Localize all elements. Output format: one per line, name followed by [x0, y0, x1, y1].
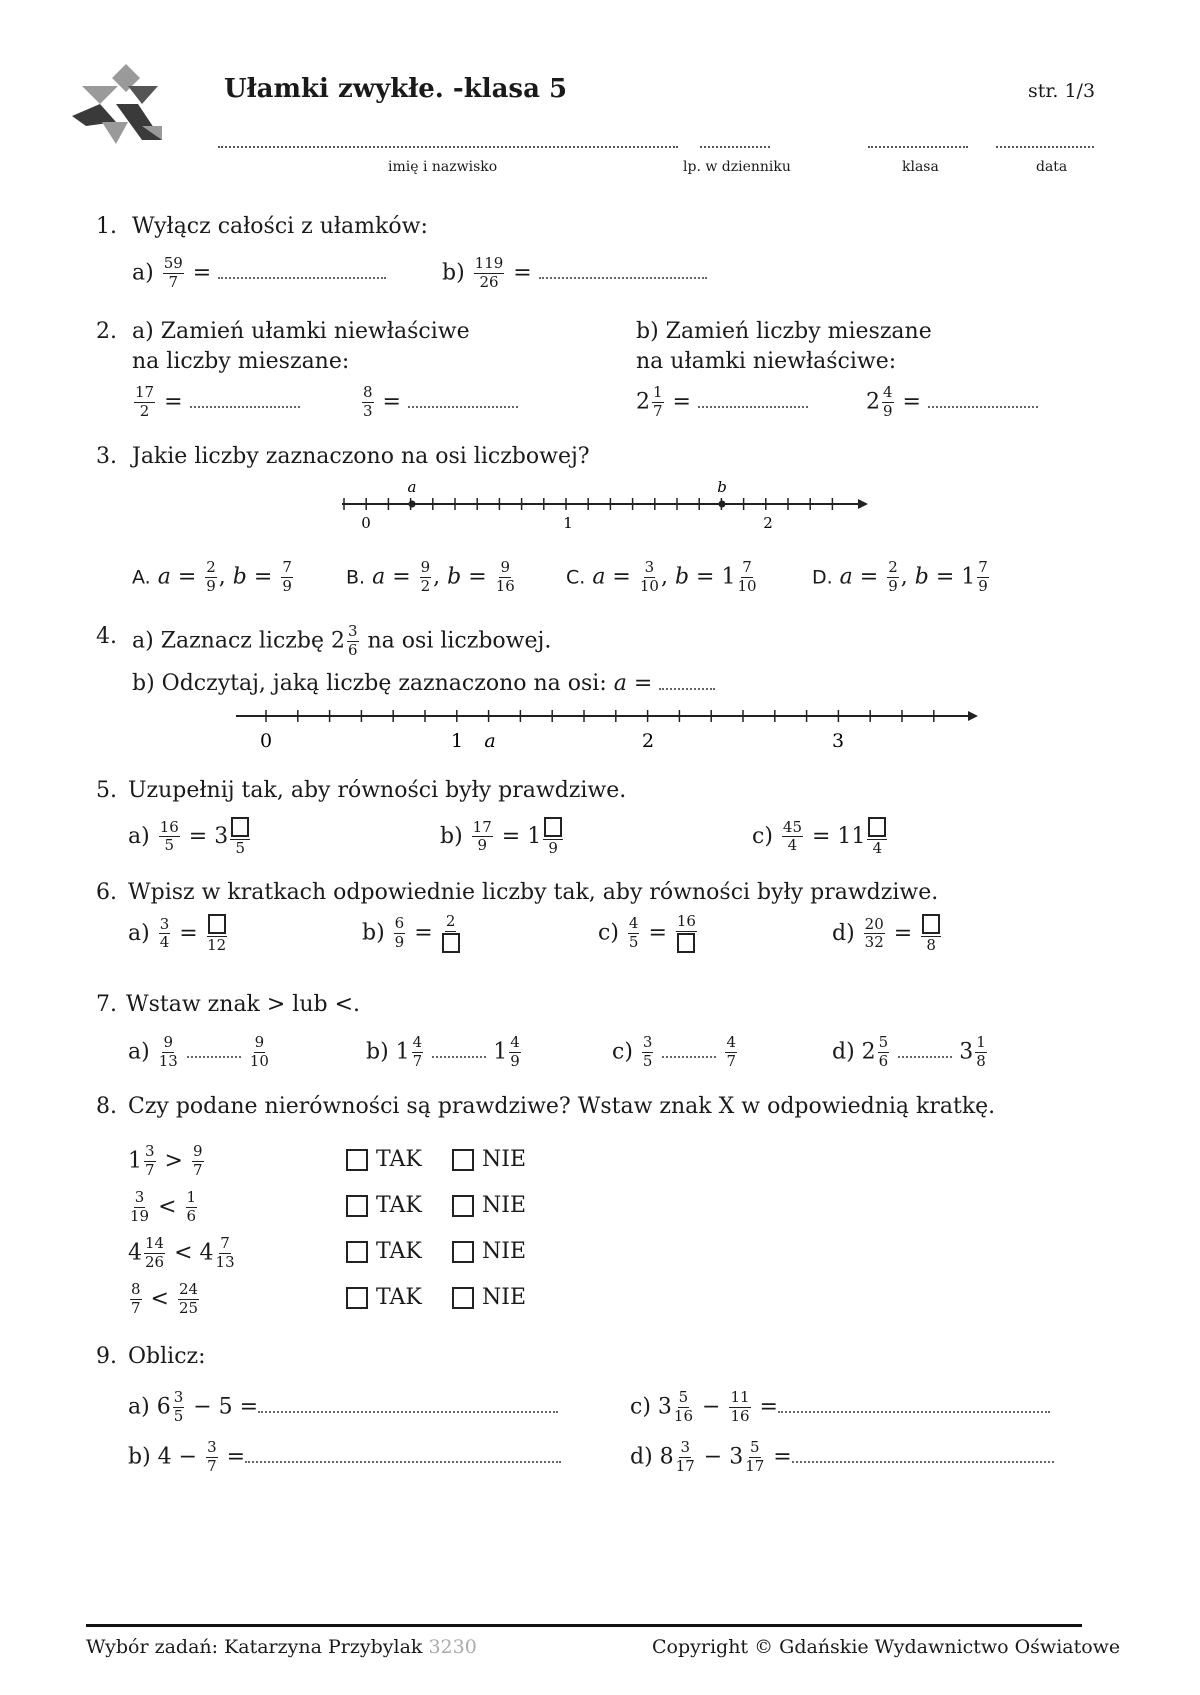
q1-item-b: b) $\frac{119}{26}$ = [442, 256, 707, 291]
q3-d-an: 2 [888, 558, 898, 576]
q1-b-answer[interactable] [539, 277, 707, 279]
q8-number: 8. [96, 1094, 117, 1119]
q1-b-label: b) [442, 260, 465, 286]
q9-d-den: 17 [675, 1456, 695, 1475]
q3-number-line [330, 474, 870, 534]
q6-d-box[interactable] [922, 914, 940, 934]
date-field[interactable] [996, 146, 1094, 148]
q4-tick-0: 0 [259, 730, 273, 752]
q9-c-whole: 3 [657, 1394, 672, 1420]
footer-copyright: Copyright © Gdańskie Wydawnictwo Oświatowe [652, 1636, 1121, 1658]
q8-2-tak-checkbox[interactable] [346, 1195, 368, 1217]
q3-c-bn: 7 [742, 558, 752, 576]
q1-item-a: a) $\frac{59}{7}$ = [132, 256, 386, 291]
q9-c-op: − [702, 1394, 721, 1420]
q7-b-lwhole: 1 [395, 1039, 410, 1065]
q5-a-rden: 5 [235, 839, 245, 857]
q9-item-b [128, 1440, 561, 1475]
q2-3-den: 7 [653, 401, 663, 420]
q9-d-whole: 8 [659, 1444, 674, 1470]
q3-option-c[interactable]: C. a = $\frac{3}{10}$ , b = 1 $\frac{7}{10}$ [566, 558, 757, 595]
q7-b-answer[interactable] [432, 1056, 486, 1058]
q7-d-answer[interactable] [898, 1056, 952, 1058]
q6-d-den: 32 [864, 933, 884, 952]
q7-item-a [128, 1035, 271, 1070]
q9-item-d [630, 1440, 1054, 1475]
q8-3-rden: 13 [215, 1252, 235, 1271]
q8-row-3-tak[interactable] [346, 1239, 422, 1264]
q5-c-label: c) [752, 823, 773, 849]
q8-row-1-tak[interactable] [346, 1147, 422, 1172]
footer-rule [86, 1624, 1082, 1627]
q9-b-pre: 4 − [157, 1444, 198, 1470]
q3-a-an: 2 [206, 558, 216, 576]
q4-number: 4. [96, 624, 117, 649]
q6-item-b: b) $\frac{6}{9}$ = 2 [362, 914, 462, 953]
q5-a-den: 5 [164, 836, 175, 855]
q7-a-rnum: 9 [254, 1033, 265, 1051]
q6-a-num: 3 [159, 914, 170, 933]
q2-a-line1: a) Zamień ułamki niewłaściwe [132, 319, 470, 344]
q3-c-bd: 10 [737, 576, 757, 595]
q8-1-lden: 7 [145, 1160, 155, 1179]
q3-a-letter: A. [132, 566, 151, 589]
q6-a-label: a) [128, 920, 150, 946]
q8-1-rnum: 9 [192, 1142, 203, 1160]
q3-d-letter: D. [812, 566, 833, 589]
q4-tick-1: 1 [450, 730, 464, 752]
q5-item-b: b) $\frac{17}{9}$ = 1 9 [440, 817, 565, 857]
q8-3-lnum: 14 [145, 1234, 165, 1252]
q8-1-nie-label: NIE [482, 1147, 526, 1172]
q8-3-op: < [174, 1240, 193, 1266]
page-title: Ułamki zwykłe. -klasa 5 [224, 74, 568, 104]
q3-a-bn: 7 [282, 558, 292, 576]
q1-a-answer[interactable] [218, 277, 386, 279]
q8-2-lnum: 3 [134, 1188, 145, 1206]
q6-b-label: b) [362, 920, 385, 946]
q1-a-den: 7 [168, 272, 179, 291]
q3-d-bw: 1 [961, 564, 976, 590]
q8-1-tak-label: TAK [376, 1147, 422, 1172]
q7-c-lnum: 3 [642, 1033, 653, 1051]
q3-a-ad: 9 [206, 576, 216, 595]
q7-d-rden: 8 [976, 1051, 986, 1070]
q3-b-an: 9 [420, 558, 431, 576]
q8-2-tak-label: TAK [376, 1193, 422, 1218]
q6-a-rden: 12 [207, 936, 227, 954]
q9-a-whole: 6 [156, 1394, 171, 1420]
q9-a-label: a) [128, 1394, 150, 1420]
q8-3-rwhole: 4 [199, 1240, 214, 1266]
q2-4-answer[interactable] [928, 406, 1038, 408]
q5-c-num: 45 [782, 817, 802, 836]
q8-row-1-expr [128, 1144, 206, 1179]
q7-b-label: b) [366, 1039, 389, 1065]
q1-a-num: 59 [163, 254, 183, 272]
q7-b-lden: 7 [412, 1051, 423, 1070]
q6-c-rnum: 16 [676, 912, 696, 930]
q3-d-bn: 7 [978, 558, 988, 576]
q9-b-den: 7 [207, 1456, 217, 1475]
q3-b-bd: 16 [495, 576, 515, 595]
q4-b-answer[interactable] [659, 688, 715, 690]
q9-b-num: 3 [207, 1438, 217, 1456]
q8-1-op: > [164, 1148, 183, 1174]
q8-1-nie-checkbox[interactable] [452, 1149, 474, 1171]
q2-b-line1: b) Zamień liczby mieszane [636, 319, 932, 344]
q4-a [132, 624, 551, 659]
q9-c-answer[interactable] [778, 1411, 1050, 1413]
q8-row-2-nie[interactable] [452, 1193, 526, 1218]
q4-b-text: b) Odczytaj, jaką liczbę zaznaczono na osi: [132, 671, 607, 696]
q8-3-rnum: 7 [220, 1234, 230, 1252]
q4-number-line[interactable] [226, 702, 986, 758]
q3-point-a: a [407, 478, 417, 496]
footer-author [86, 1636, 477, 1658]
q8-2-lden: 19 [130, 1206, 150, 1225]
q9-c-label: c) [630, 1394, 651, 1420]
klasa-label: klasa [902, 159, 939, 175]
name-field[interactable] [218, 146, 678, 148]
q7-c-label: c) [612, 1039, 633, 1065]
q2-item-2: $\frac{8}{3}$ = [360, 385, 518, 420]
q2-2-answer[interactable] [408, 406, 518, 408]
footer-code: 3230 [428, 1636, 477, 1658]
q8-row-2-expr [128, 1190, 199, 1225]
q5-b-box[interactable] [544, 817, 562, 837]
q9-a-den: 5 [173, 1406, 184, 1425]
q6-b-den: 9 [394, 932, 405, 951]
q2-a-line2: na liczby mieszane: [132, 349, 350, 374]
q5-item-c: c) $\frac{45}{4}$ = 11 4 [752, 817, 889, 857]
q8-row-4-tak[interactable] [346, 1285, 422, 1310]
q2-item-4: 2 $\frac{4}{9}$ = [866, 385, 1038, 420]
q3-tick-1: 1 [563, 514, 573, 532]
q8-1-lnum: 3 [145, 1142, 155, 1160]
q3-b-bn: 9 [500, 558, 510, 576]
q5-a-label: a) [128, 823, 150, 849]
q7-b-lnum: 4 [412, 1033, 423, 1051]
q6-c-num: 4 [628, 914, 639, 933]
q5-b-rden: 9 [548, 839, 558, 857]
q8-3-nie-label: NIE [482, 1239, 526, 1264]
q9-b-label: b) [128, 1444, 151, 1470]
q1-number: 1. [96, 214, 117, 239]
q4-b-var: a = [613, 671, 653, 696]
q5-text: Uzupełnij tak, aby równości były prawdziwe. [128, 778, 627, 803]
q8-3-lden: 26 [145, 1252, 165, 1271]
q8-row-3-nie[interactable] [452, 1239, 526, 1264]
q4-a-den: 6 [347, 640, 358, 659]
q5-b-whole: 1 [527, 823, 542, 849]
q8-2-rden: 6 [186, 1206, 197, 1225]
q2-3-whole: 2 [636, 389, 650, 415]
q2-4-den: 9 [883, 401, 893, 420]
q7-c-lden: 5 [642, 1051, 653, 1070]
q9-c-den: 16 [673, 1406, 693, 1425]
q8-4-lnum: 8 [131, 1280, 141, 1298]
q7-c-answer[interactable] [662, 1056, 716, 1058]
q6-c-den: 5 [628, 932, 639, 951]
q2-item-3: 2 $\frac{1}{7}$ = [636, 385, 808, 420]
q8-text: Czy podane nierówności są prawdziwe? Wstaw znak X w odpowiednią kratkę. [128, 1094, 996, 1119]
q7-c-rnum: 4 [726, 1033, 736, 1051]
q9-a-num: 3 [173, 1388, 184, 1406]
q3-text: Jakie liczby zaznaczono na osi liczbowej? [132, 444, 590, 469]
q7-b-rwhole: 1 [493, 1039, 508, 1065]
q3-tick-0: 0 [361, 514, 371, 532]
q8-4-op: < [150, 1286, 169, 1312]
publisher-logo [72, 64, 172, 154]
q8-4-lden: 7 [131, 1298, 141, 1317]
q2-1-answer[interactable] [190, 406, 300, 408]
q4-tick-2: 2 [641, 730, 655, 752]
klasa-field[interactable] [868, 146, 968, 148]
q7-a-label: a) [128, 1039, 150, 1065]
q5-c-box[interactable] [868, 817, 886, 837]
q8-4-rnum: 24 [178, 1280, 199, 1298]
q7-a-answer[interactable] [187, 1056, 241, 1058]
q5-b-label: b) [440, 823, 463, 849]
name-label: imię i nazwisko [388, 159, 498, 175]
q7-c-rden: 7 [726, 1051, 736, 1070]
q8-2-nie-checkbox[interactable] [452, 1195, 474, 1217]
q3-point-b: b [717, 478, 727, 496]
q2-3-num: 1 [653, 383, 663, 401]
number-label: lp. w dzienniku [683, 159, 791, 175]
q7-item-c [612, 1035, 739, 1070]
q2-1-den: 2 [139, 401, 150, 420]
q9-d-op: − 3 [703, 1444, 744, 1470]
q7-d-lden: 6 [878, 1051, 889, 1070]
q6-text: Wpisz w kratkach odpowiednie liczby tak, aby równości były prawdziwe. [128, 880, 939, 905]
q5-a-box[interactable] [231, 817, 249, 837]
q3-b-ad: 2 [420, 576, 431, 595]
q6-d-rden: 8 [926, 936, 936, 954]
q6-b-num: 6 [394, 914, 405, 933]
q6-a-box[interactable] [208, 914, 226, 934]
q9-b-rest: = [226, 1444, 246, 1470]
q6-a-den: 4 [159, 933, 170, 952]
q7-d-rwhole: 3 [959, 1039, 974, 1065]
q2-2-num: 8 [363, 383, 373, 401]
q3-d-bd: 9 [978, 576, 988, 595]
q8-2-op: < [158, 1194, 177, 1220]
data-label: data [1036, 159, 1068, 175]
q8-3-nie-checkbox[interactable] [452, 1241, 474, 1263]
q5-a-num: 16 [159, 817, 179, 836]
q6-d-label: d) [832, 920, 855, 946]
q2-4-whole: 2 [866, 389, 880, 415]
q7-d-label: d) [832, 1039, 855, 1065]
q6-number: 6. [96, 880, 117, 905]
q9-d-label: d) [630, 1444, 653, 1470]
q8-4-nie-checkbox[interactable] [452, 1287, 474, 1309]
q9-b-answer[interactable] [245, 1461, 561, 1463]
q8-1-lwhole: 1 [128, 1148, 142, 1174]
q5-a-whole: 3 [214, 823, 229, 849]
q9-text: Oblicz: [128, 1344, 206, 1369]
q5-b-num: 17 [472, 817, 492, 836]
q7-d-lwhole: 2 [861, 1039, 876, 1065]
q9-d-den2: 17 [745, 1456, 765, 1475]
q3-c-letter: C. [566, 566, 586, 589]
q1-text: Wyłącz całości z ułamków: [132, 214, 428, 239]
q9-d-answer[interactable] [792, 1461, 1054, 1463]
q2-b-line2: na ułamki niewłaściwe: [636, 349, 897, 374]
q6-item-a: a) $\frac{3}{4}$ = 12 [128, 914, 227, 954]
q8-1-tak-checkbox[interactable] [346, 1149, 368, 1171]
q7-d-lnum: 5 [878, 1033, 889, 1051]
q6-b-box[interactable] [442, 933, 460, 953]
q6-item-c: c) $\frac{4}{5}$ = 16 [598, 912, 696, 951]
q3-option-b[interactable]: B. a = $\frac{9}{2}$ , b = $\frac{9}{16}$ [346, 558, 515, 595]
footer-author-text: Wybór zadań: Katarzyna Przybylak [86, 1636, 423, 1658]
q6-c-box[interactable] [677, 933, 695, 953]
q8-1-rden: 7 [192, 1160, 203, 1179]
q3-c-ad: 10 [639, 576, 659, 595]
q3-a-bd: 9 [282, 576, 292, 595]
q7-text: Wstaw znak > lub <. [126, 992, 361, 1017]
q8-4-tak-label: TAK [376, 1285, 422, 1310]
q3-number: 3. [96, 444, 117, 469]
q8-2-nie-label: NIE [482, 1193, 526, 1218]
q5-number: 5. [96, 778, 117, 803]
q4-tick-3: 3 [831, 730, 845, 752]
q2-2-den: 3 [363, 401, 373, 420]
q7-d-rnum: 1 [976, 1033, 986, 1051]
q7-a-rden: 10 [249, 1051, 269, 1070]
number-field[interactable] [700, 146, 770, 148]
q5-b-den: 9 [477, 836, 487, 855]
q8-2-rnum: 1 [186, 1188, 197, 1206]
q8-row-4-expr [128, 1282, 201, 1317]
q7-b-rnum: 4 [510, 1033, 520, 1051]
q3-d-ad: 9 [888, 576, 898, 595]
q8-3-lwhole: 4 [128, 1240, 142, 1266]
q1-b-num: 119 [474, 254, 504, 272]
q9-d-num2: 5 [749, 1438, 760, 1456]
q9-number: 9. [96, 1344, 117, 1369]
q8-row-3-expr [128, 1236, 237, 1271]
q5-c-whole: 11 [837, 823, 866, 849]
q7-b-rden: 9 [510, 1051, 520, 1070]
q8-row-4-nie[interactable] [452, 1285, 526, 1310]
q4-a-pre: a) Zaznacz liczbę [132, 628, 324, 654]
q9-c-rest: = [759, 1394, 778, 1420]
q9-item-c [630, 1390, 1050, 1425]
q3-option-a[interactable]: A. a = $\frac{2}{9}$ , b = $\frac{7}{9}$ [132, 558, 292, 595]
q9-c-den2: 16 [730, 1406, 750, 1425]
q4-a-whole: 2 [330, 628, 345, 654]
q7-item-d [832, 1035, 989, 1070]
q7-number: 7. [96, 992, 117, 1017]
q3-b-letter: B. [346, 566, 366, 589]
q6-item-d: d) $\frac{20}{32}$ = 8 [832, 914, 943, 954]
q9-c-num2: 11 [730, 1388, 750, 1406]
q8-3-tak-checkbox[interactable] [346, 1241, 368, 1263]
q1-b-den: 26 [479, 272, 499, 291]
q2-3-answer[interactable] [698, 406, 808, 408]
q9-item-a [128, 1390, 558, 1425]
q2-number: 2. [96, 319, 117, 344]
q7-a-lden: 13 [158, 1051, 178, 1070]
q3-tick-2: 2 [763, 514, 773, 532]
q7-item-b [366, 1035, 523, 1070]
q9-a-answer[interactable] [258, 1411, 558, 1413]
q8-row-1-nie[interactable] [452, 1147, 526, 1172]
q5-c-den: 4 [787, 836, 798, 855]
q4-b [132, 671, 715, 696]
page-number: str. 1/3 [1028, 80, 1096, 102]
q8-3-tak-label: TAK [376, 1239, 422, 1264]
q2-item-1: $\frac{17}{2}$ = [132, 385, 300, 420]
q6-c-label: c) [598, 920, 619, 946]
q8-4-tak-checkbox[interactable] [346, 1287, 368, 1309]
q3-option-d[interactable]: D. a = $\frac{2}{9}$ , b = 1 $\frac{7}{9}$ [812, 558, 988, 595]
q6-b-rnum: 2 [445, 912, 456, 930]
q6-d-num: 20 [864, 914, 884, 933]
q3-c-bw: 1 [721, 564, 736, 590]
q8-4-rden: 25 [178, 1298, 199, 1317]
q2-4-num: 4 [883, 383, 893, 401]
q9-d-num: 3 [680, 1438, 690, 1456]
q8-row-2-tak[interactable] [346, 1193, 422, 1218]
q7-a-lnum: 9 [163, 1033, 174, 1051]
q9-d-rest: = [773, 1444, 792, 1470]
q1-a-label: a) [132, 260, 154, 286]
q3-c-an: 3 [644, 558, 655, 576]
q9-a-rest: − 5 = [193, 1394, 259, 1420]
q2-1-num: 17 [135, 383, 155, 401]
q9-c-num: 5 [678, 1388, 689, 1406]
q8-4-nie-label: NIE [482, 1285, 526, 1310]
q4-a-post: na osi liczbowej. [367, 628, 552, 654]
q5-c-rden: 4 [872, 839, 883, 857]
q4-point-a: a [484, 730, 496, 752]
q5-item-a: a) $\frac{16}{5}$ = 3 5 [128, 817, 252, 857]
q4-a-num: 3 [347, 622, 358, 640]
